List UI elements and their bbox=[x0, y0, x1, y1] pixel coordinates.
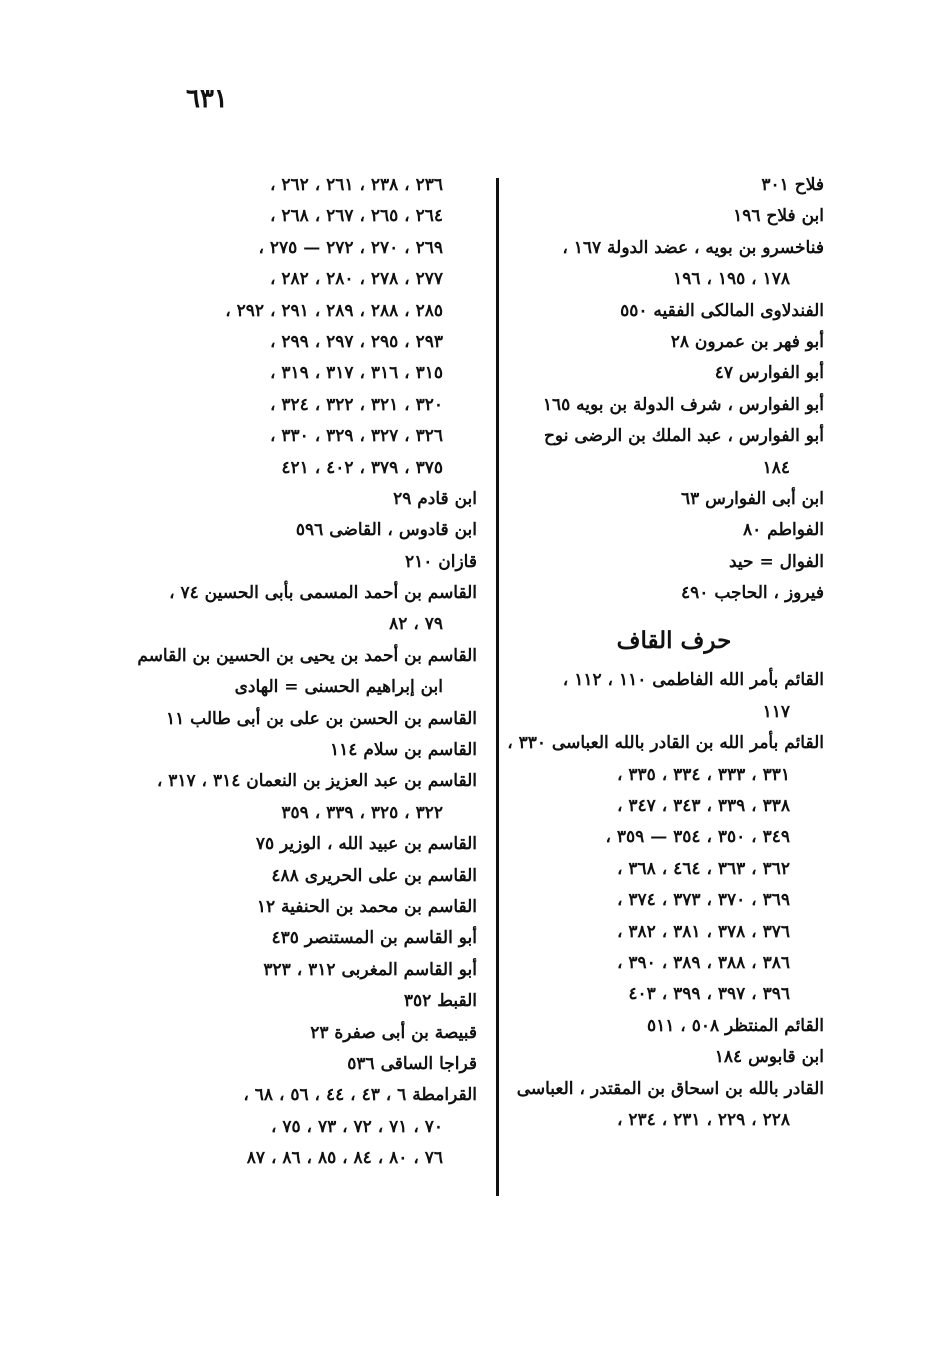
index-continuation-line: ٢٦٤ ، ٢٦٥ ، ٢٦٧ ، ٢٦٨ ، bbox=[269, 206, 443, 227]
index-continuation-line: ٧٩ ، ٨٢ bbox=[389, 614, 443, 635]
index-continuation-line: ٣٣١ ، ٣٣٣ ، ٣٣٤ ، ٣٣٥ ، bbox=[616, 764, 790, 785]
index-continuation-line: ٢٩٣ ، ٢٩٥ ، ٢٩٧ ، ٢٩٩ ، bbox=[269, 331, 443, 352]
page-number: ٦٣١ bbox=[186, 84, 228, 114]
index-entry: أبو الفوارس ، شرف الدولة بن بويه ١٦٥ bbox=[542, 394, 824, 415]
index-entry: القائم المنتظر ٥٠٨ ، ٥١١ bbox=[646, 1015, 824, 1036]
index-continuation-line: ١٨٤ bbox=[762, 457, 790, 478]
index-continuation-line: ٢٢٨ ، ٢٢٩ ، ٢٣١ ، ٢٣٤ ، bbox=[616, 1109, 790, 1130]
index-continuation-line: ٣٦٢ ، ٣٦٣ ، ٤٦٤ ، ٣٦٨ ، bbox=[616, 858, 790, 879]
index-entry: أبو الفوارس ٤٧ bbox=[714, 363, 824, 384]
index-entry: القائم بأمر الله الفاطمى ١١٠ ، ١١٢ ، bbox=[562, 670, 824, 691]
section-header: حرف القاف bbox=[616, 627, 732, 655]
index-continuation-line: ابن إبراهيم الحسنى = الهادى bbox=[234, 677, 443, 698]
index-entry: أبو القاسم المغربى ٣١٢ ، ٣٢٣ bbox=[263, 959, 477, 980]
index-entry: ابن قادوس ، القاضى ٥٩٦ bbox=[295, 520, 477, 541]
left-column bbox=[137, 170, 477, 1175]
index-continuation-line: ٢٨٥ ، ٢٨٨ ، ٢٨٩ ، ٢٩١ ، ٢٩٢ ، bbox=[225, 300, 443, 321]
index-entry: الفوال = حيد bbox=[728, 551, 824, 572]
index-continuation-line: ٢٣٦ ، ٢٣٨ ، ٢٦١ ، ٢٦٢ ، bbox=[269, 175, 443, 195]
index-entry: فناخسرو بن بويه ، عضد الدولة ١٦٧ ، bbox=[562, 237, 824, 258]
index-continuation-line: ٣٢٠ ، ٣٢١ ، ٣٢٢ ، ٣٢٤ ، bbox=[269, 394, 443, 415]
index-continuation-line: ٢٦٩ ، ٢٧٠ ، ٢٧٢ — ٢٧٥ ، bbox=[258, 237, 443, 258]
column-divider bbox=[496, 178, 499, 1196]
index-entry: القاسم بن أحمد المسمى بأبى الحسين ٧٤ ، bbox=[169, 583, 477, 604]
index-entry: قراجا الساقى ٥٣٦ bbox=[347, 1053, 477, 1074]
index-entry: ابن أبى الفوارس ٦٣ bbox=[680, 488, 824, 509]
index-continuation-line: ٣٤٩ ، ٣٥٠ ، ٣٥٤ — ٣٥٩ ، bbox=[605, 827, 790, 848]
index-continuation-line: ٣٧٥ ، ٣٧٩ ، ٤٠٢ ، ٤٢١ bbox=[281, 457, 443, 478]
index-entry: القبط ٣٥٢ bbox=[403, 991, 477, 1012]
index-continuation-line: ٣٦٩ ، ٣٧٠ ، ٣٧٣ ، ٣٧٤ ، bbox=[616, 890, 790, 911]
index-entry: القاسم بن أحمد بن يحيى بن الحسين بن القاسم bbox=[137, 645, 477, 666]
index-continuation-line: ٧٦ ، ٨٠ ، ٨٤ ، ٨٥ ، ٨٦ ، ٨٧ bbox=[246, 1148, 443, 1169]
index-entry: فلاح ٣٠١ bbox=[761, 175, 824, 195]
index-entry: أبو الفوارس ، عبد الملك بن الرضى نوح bbox=[543, 426, 824, 447]
index-continuation-line: ٣٢٢ ، ٣٢٥ ، ٣٣٩ ، ٣٥٩ bbox=[281, 802, 443, 823]
index-entry: قبيصة بن أبى صفرة ٢٣ bbox=[310, 1022, 477, 1043]
index-entry: القاسم بن عبيد الله ، الوزير ٧٥ bbox=[255, 834, 477, 855]
index-continuation-line: ٣٢٦ ، ٣٢٧ ، ٣٢٩ ، ٣٣٠ ، bbox=[269, 426, 443, 447]
index-entry: ابن قادم ٢٩ bbox=[393, 488, 477, 509]
index-entry: ابن فلاح ١٩٦ bbox=[733, 206, 824, 227]
index-continuation-line: ٣٧٦ ، ٣٧٨ ، ٣٨١ ، ٣٨٢ ، bbox=[616, 921, 790, 942]
index-entry: القاسم بن على الحريرى ٤٨٨ bbox=[271, 865, 477, 886]
index-entry: الفندلاوى المالكى الفقيه ٥٥٠ bbox=[620, 300, 824, 321]
index-entry: قازان ٢١٠ bbox=[404, 551, 477, 572]
index-entry: القرامطة ٦ ، ٤٣ ، ٤٤ ، ٥٦ ، ٦٨ ، bbox=[243, 1085, 477, 1106]
index-continuation-line: ٢٧٧ ، ٢٧٨ ، ٢٨٠ ، ٢٨٢ ، bbox=[269, 269, 443, 290]
index-continuation-line: ١٧٨ ، ١٩٥ ، ١٩٦ bbox=[673, 269, 790, 290]
index-entry: القاسم بن محمد بن الحنفية ١٢ bbox=[256, 896, 477, 917]
index-continuation-line: ٣٨٦ ، ٣٨٨ ، ٣٨٩ ، ٣٩٠ ، bbox=[616, 952, 790, 973]
index-continuation-line: ٣٩٦ ، ٣٩٧ ، ٣٩٩ ، ٤٠٣ bbox=[628, 984, 790, 1005]
index-entry: فيروز ، الحاجب ٤٩٠ bbox=[681, 583, 824, 604]
index-entry: القاسم بن سلام ١١٤ bbox=[330, 740, 477, 761]
index-entry: أبو فهر بن عمرون ٢٨ bbox=[670, 331, 824, 352]
index-entry: ابن قابوس ١٨٤ bbox=[714, 1047, 824, 1068]
index-continuation-line: ٣٣٨ ، ٣٣٩ ، ٣٤٣ ، ٣٤٧ ، bbox=[616, 796, 790, 817]
index-entry: القائم بأمر الله بن القادر بالله العباسى ٣٣٠ ، bbox=[507, 733, 824, 754]
index-entry: القادر بالله بن اسحاق بن المقتدر ، العباسى bbox=[516, 1078, 824, 1099]
index-entry: القاسم بن الحسن بن على بن أبى طالب ١١ bbox=[165, 708, 477, 729]
index-entry: القاسم بن عبد العزيز بن النعمان ٣١٤ ، ٣١٧ ، bbox=[156, 771, 477, 792]
index-entry: أبو القاسم بن المستنصر ٤٣٥ bbox=[271, 928, 477, 949]
index-continuation-line: ٧٠ ، ٧١ ، ٧٢ ، ٧٣ ، ٧٥ ، bbox=[270, 1116, 443, 1137]
index-entry: الفواطم ٨٠ bbox=[742, 520, 824, 541]
index-continuation-line: ٣١٥ ، ٣١٦ ، ٣١٧ ، ٣١٩ ، bbox=[269, 363, 443, 384]
index-continuation-line: ١١٧ bbox=[762, 701, 790, 722]
right-column bbox=[507, 170, 824, 1136]
